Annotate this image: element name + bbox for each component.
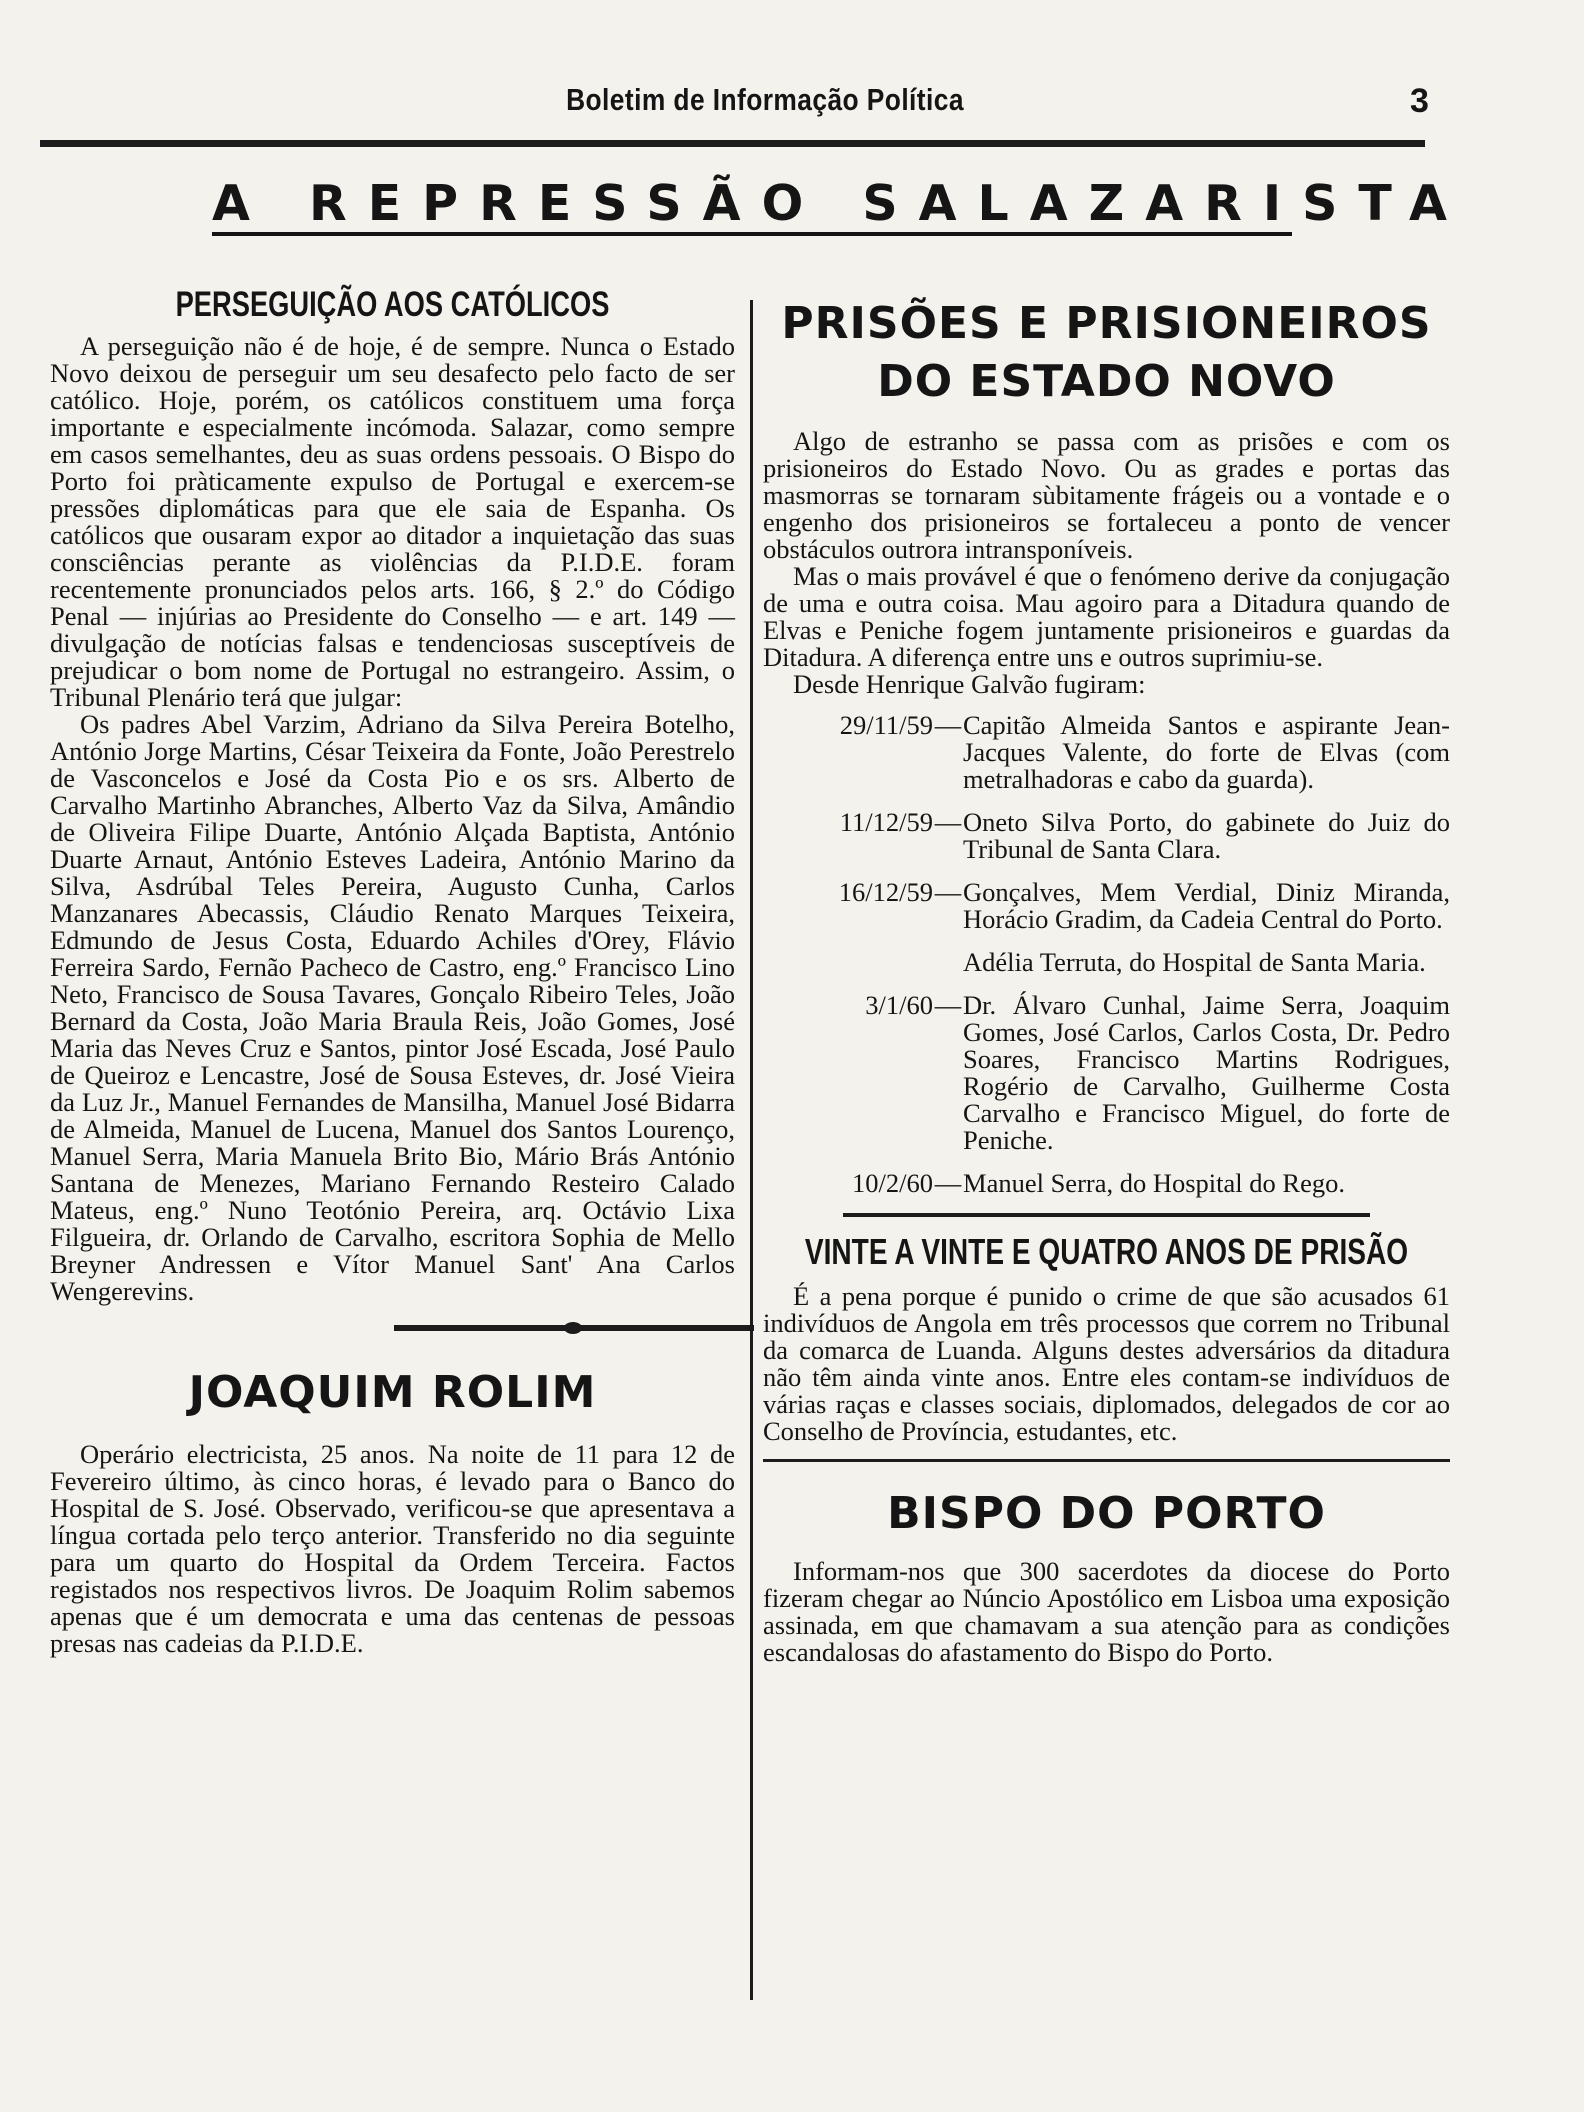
entry-date: 3/1/60: [865, 990, 933, 1020]
entry-text: Manuel Serra, do Hospital do Rego.: [963, 1168, 1345, 1198]
list-item: [763, 992, 1450, 1154]
running-title: Boletim de Informação Política: [566, 82, 964, 117]
section-rule: [763, 1459, 1450, 1462]
entry-text: Oneto Silva Porto, do gabinete do Juiz do Tribunal de Santa Clara.: [963, 807, 1450, 864]
entry-dash: —: [934, 710, 962, 740]
entry-dash: —: [934, 877, 962, 907]
article-paragraph: É a pena porque é punido o crime de que são acusados 61 indivíduos de Angola em três processos que correm no Tribunal da comarca de Luanda. Alguns destes adversários da ditadura não têm ainda vinte anos. Entre eles contam-se indivíduos de várias raças e classes sociais, diplomados, delegados de cor ao Conselho de Província, estudantes, etc.: [763, 1281, 1450, 1446]
page-number: 3: [1410, 82, 1429, 120]
list-item: [763, 879, 1450, 933]
entry-text: Adélia Terruta, do Hospital de Santa Maria.: [963, 947, 1426, 977]
entry-text: Gonçalves, Mem Verdial, Diniz Miranda, Horácio Gradim, da Cadeia Central do Porto.: [963, 877, 1450, 934]
entry-text: Dr. Álvaro Cunhal, Jaime Serra, Joaquim Gomes, José Carlos, Carlos Costa, Dr. Pedro Soares, Francisco Martins Rodrigues, Rogério de Carvalho, Guilherme Costa Carvalho e Francisco Miguel, do forte de Peniche.: [963, 990, 1450, 1155]
section-ornament: [50, 1319, 735, 1337]
escape-list: [763, 712, 1450, 1197]
section-heading-vinte-anos: VINTE A VINTE E QUATRO ANOS DE PRISÃO: [804, 1231, 1409, 1272]
article-paragraph: Informam-nos que 300 sacerdotes da diocese do Porto fizeram chegar ao Núncio Apostólico em Lisboa uma exposição assinada, em que chamavam a sua atenção para as condições escandalosas do afastamento do Bispo do Porto.: [763, 1556, 1450, 1667]
article-paragraph: Operário electricista, 25 anos. Na noite de 11 para 12 de Fevereiro último, às cinco horas, é levado para o Banco do Hospital de S. José. Observado, verificou-se que apresentava a língua cortada pelo terço anterior. Transferido no dia seguinte para um quarto do Hospital da Ordem Terceira. Factos registados nos respectivos livros. De Joaquim Rolim sabemos apenas que é um democrata e uma das centenas de pessoas presas nas cadeias da P.I.D.E.: [50, 1439, 735, 1658]
article-paragraph: Algo de estranho se passa com as prisões e com os prisioneiros do Estado Novo. Ou as grades e portas das masmorras se tornaram sùbitamente frágeis ou a vontade e o engenho dos prisioneiros se fortaleceu a ponto de vencer obstáculos outrora intransponíveis.: [763, 426, 1450, 564]
article-paragraph: A perseguição não é de hoje, é de sempre. Nunca o Estado Novo deixou de perseguir um seu desafecto pelo facto de ser católico. Hoje, porém, os católicos constituem uma força importante e especialmente incómoda. Salazar, como sempre em casos semelhantes, deu as suas ordens pessoais. O Bispo do Porto foi pràticamente expulso de Portugal e exercem-se pressões diplomáticas para que ele saia de Espanha. Os católicos que ousaram expor ao ditador a inquietação das suas consciências perante as violências da P.I.D.E. foram recentemente pronunciados pelos arts. 166, § 2.º do Código Penal — injúrias ao Presidente do Conselho — e art. 149 — divulgação de notícias falsas e tendenciosas susceptíveis de prejudicar o bom nome de Portugal no estrangeiro. Assim, o Tribunal Plenário terá que julgar:: [50, 331, 735, 712]
list-item: [763, 809, 1450, 863]
list-item: [763, 1170, 1450, 1197]
entry-dash: —: [934, 807, 962, 837]
list-item: [763, 712, 1450, 793]
entry-date: 29/11/59: [839, 710, 933, 740]
section-heading-bispo-do-porto: BISPO DO PORTO: [887, 1488, 1326, 1539]
right-column: [763, 298, 1450, 1666]
entry-dash: —: [934, 990, 962, 1020]
column-divider: [750, 300, 753, 2000]
main-title-underline: [212, 232, 1292, 236]
article-paragraph: Mas o mais provável é que o fenómeno derive da conjugação de uma e outra coisa. Mau agoiro para a Ditadura quando de Elvas e Peniche fogem juntamente prisioneiros e guardas da Ditadura. A diferença entre uns e outros suprimiu-se.: [763, 561, 1450, 672]
section-rule: [843, 1213, 1370, 1217]
article-paragraph: Os padres Abel Varzim, Adriano da Silva Pereira Botelho, António Jorge Martins, César Teixeira da Fonte, João Perestrelo de Vasconcelos e José da Costa Pio e os srs. Alberto de Carvalho Martinho Abranches, Alberto Vaz da Silva, Amândio de Oliveira Filipe Duarte, António Alçada Baptista, António Duarte Arnaut, António Esteves Ladeira, António Marino da Silva, Asdrúbal Teles Pereira, Augusto Cunha, Carlos Manzanares Abecassis, Cláudio Renato Marques Teixeira, Edmundo de Jesus Costa, Eduardo Achiles d'Orey, Flávio Ferreira Sardo, Fernão Pacheco de Castro, eng.º Francisco Lino Neto, Francisco de Sousa Tavares, Gonçalo Ribeiro Teles, João Bernard da Costa, João Maria Braula Reis, João Gomes, José Maria das Neves Cruz e Santos, pintor José Escada, José Paulo de Queiroz e Lencastre, José de Sousa Esteves, dr. José Vieira da Luz Jr., Manuel Fernandes de Mansilha, Manuel José Bidarra de Almeida, Manuel de Lucena, Manuel dos Santos Lourenço, Manuel Serra, Maria Manuela Brito Bio, Mário Brás António Santana de Menezes, Mariano Fernando Resteiro Calado Mateus, eng.º Nuno Teotónio Pereira, arq. Octávio Lixa Filgueira, dr. Orlando de Carvalho, escritora Sophia de Mello Breyner Andressen e Vítor Manuel Sant' Ana Carlos Wengerevins.: [50, 709, 735, 1306]
main-title: A REPRESSÃO SALAZARISTA: [212, 175, 1468, 232]
section-heading-prisoes-line2: DO ESTADO NOVO: [877, 356, 1336, 407]
entry-text: Capitão Almeida Santos e aspirante Jean-Jacques Valente, do forte de Elvas (com metralhadoras e cabo da guarda).: [963, 710, 1450, 794]
left-column: [50, 285, 735, 1657]
entry-date: 11/12/59: [839, 807, 933, 837]
list-item: [763, 949, 1450, 976]
article-paragraph: Desde Henrique Galvão fugiram:: [793, 669, 1146, 699]
section-heading-perseguicao: PERSEGUIÇÃO AOS CATÓLICOS: [175, 285, 610, 324]
entry-date: 16/12/59: [838, 877, 933, 907]
section-heading-prisoes-line1: PRISÕES E PRISIONEIROS: [781, 298, 1432, 349]
section-heading-joaquim-rolim: JOAQUIM ROLIM: [188, 1367, 597, 1418]
header-rule: [40, 140, 1425, 147]
entry-date: 10/2/60: [852, 1168, 933, 1198]
entry-dash: —: [934, 1168, 962, 1198]
